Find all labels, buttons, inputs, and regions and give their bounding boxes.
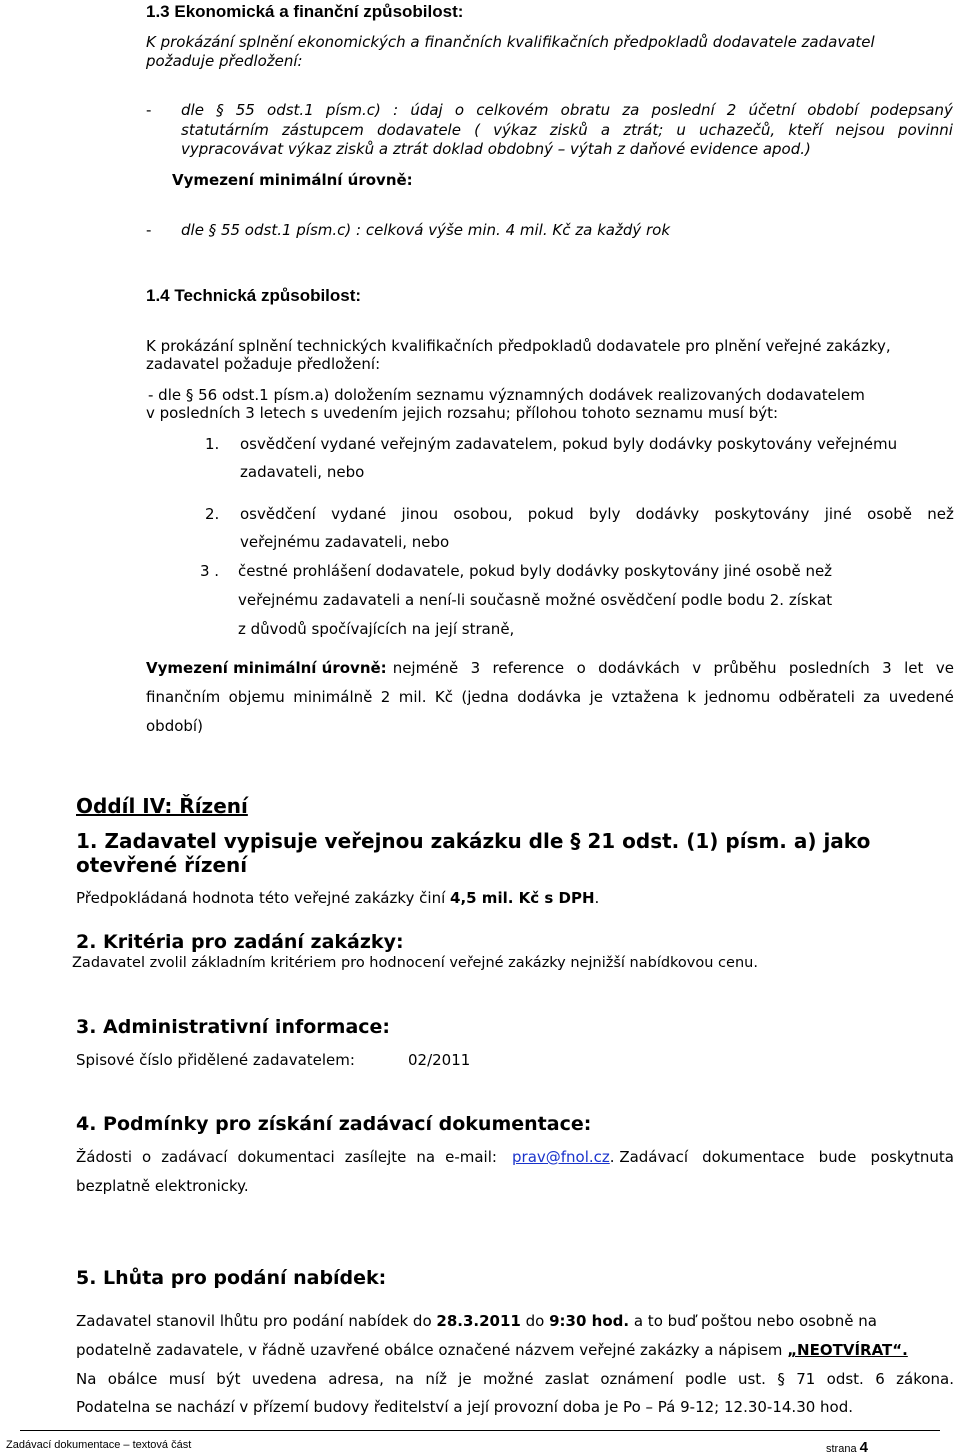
word: účetní [748,101,796,119]
word: celkovém [476,101,549,119]
word: vydané [331,505,387,523]
word: adresa, [328,1370,384,1388]
word: jiné [824,505,852,523]
word: ( [474,121,480,139]
word: 71 [796,1370,816,1388]
word: poskytnuta [870,1148,954,1166]
list-item-text: vypracovávat výkaz zisků a ztrát doklad obdobný – výtah z daňové evidence apod.) [181,140,811,158]
justified-line [181,101,953,119]
word: bude [818,1148,857,1166]
estimated-value [76,889,599,907]
footer-divider [20,1430,940,1431]
part-title: Oddíl IV: Řízení [76,794,248,818]
heading-4: 4. Podmínky pro získání zadávací dokumentace: [76,1113,592,1135]
word: jinou [401,505,439,523]
list-item-text: v posledních 3 letech s uvedením jejich rozsahu; přílohou tohoto seznamu musí být: [146,404,779,422]
word: osvědčení [240,505,316,523]
word: povinni [898,121,953,139]
word: odběrateli [778,688,855,706]
intro-line: zadavatel požaduje předložení: [146,355,381,373]
deadline-text: do [520,1312,550,1330]
heading-2: 2. Kritéria pro zadání zakázky: [76,931,404,953]
heading-5: 5. Lhůta pro podání nabídek: [76,1267,387,1289]
footer-left: Zadávací dokumentace – textová část [6,1439,192,1451]
minimum-text: dle § 55 odst.1 písm.c) : celková výše min. 4 mil. Kč za každý rok [181,221,671,239]
word: být [216,1370,241,1388]
word: vztažena [611,688,679,706]
word: o [142,1148,152,1166]
word: období [807,101,859,119]
email-link[interactable]: prav@fnol.cz [512,1148,610,1166]
word: minimálně [293,688,373,706]
word: jednomu [704,688,771,706]
word: poskytovány [714,505,810,523]
word: Kč [434,688,453,706]
word: odst.1 [267,101,314,119]
word: odst. [826,1370,864,1388]
page-label: strana [826,1443,857,1455]
deadline-text: podatelně zadavatele, v řádně uzavřené obálce označené názvem veřejné zakázky a nápisem [76,1341,788,1359]
sublist-number: 2. [205,505,220,523]
word: uvedené [888,688,954,706]
justified-line [76,1370,954,1388]
word: na [395,1370,414,1388]
word: a [600,121,611,139]
word: ust. [737,1370,766,1388]
word: posledních [788,659,870,677]
word: než [927,505,954,523]
word: zasílejte [344,1148,407,1166]
word: reference [492,659,565,677]
word: nejméně [392,659,459,677]
word: § [777,1370,785,1388]
minimum-text: období) [146,717,203,735]
deadline-time: 9:30 hod. [549,1312,630,1330]
heading-1: otevřené řízení [76,853,248,877]
deadline-line [76,1312,877,1330]
word: podepsaný [870,101,953,119]
word: u [676,121,686,139]
word: o [454,101,465,119]
word: za [863,688,881,706]
word: oznámení [600,1370,674,1388]
word: dodávkách [598,659,680,677]
word: Na [76,1370,97,1388]
word: níž [425,1370,447,1388]
word: § [216,101,224,119]
word: ztrát; [623,121,664,139]
minimum-label: Vymezení minimální úrovně: [146,659,387,677]
word: dodavatele [376,121,461,139]
page-number: 4 [859,1439,868,1456]
word: dokumentace [702,1148,805,1166]
word: je [458,1370,472,1388]
word: údaj [410,101,443,119]
file-number-label: Spisové číslo přidělené zadavatelem: [76,1051,355,1069]
sublist-text: veřejnému zadavateli a není-li současně možné osvědčení podle bodu 2. získat [238,591,833,609]
word: osobou, [453,505,513,523]
word: 2 [726,101,737,119]
list-dash: - [146,221,152,239]
word: finančním [146,688,221,706]
heading-1: 1. Zadavatel vypisuje veřejnou zakázku dle § 21 odst. (1) písm. a) jako [76,829,871,853]
word: dokumentaci [237,1148,335,1166]
word: na [416,1148,436,1166]
criteria-text: Zadavatel zvolil základním kritériem pro hodnocení veřejné zakázky nejnižší nabídkovou cenu. [72,955,758,971]
word: nejsou [835,121,885,139]
word: k [687,688,697,706]
sublist-number: 3 . [200,562,220,580]
section-title: 1.3 Ekonomická a finanční způsobilost: [146,2,464,21]
intro-line: požaduje předložení: [146,52,303,70]
word: zisků [549,121,588,139]
intro-line: K prokázání splnění technických kvalifikačních předpokladů dodavatele pro plnění veřejné zakázky, [146,337,891,355]
sublist-text: zadavateli, nebo [240,463,365,481]
word: zadávací [161,1148,228,1166]
list-item-text: - dle § 56 odst.1 písm.a) doložením seznamu významných dodávek realizovaných dodavatelem [148,386,865,404]
word: dodávky [635,505,700,523]
word: 3 [470,659,481,677]
word: dodávka [517,688,582,706]
sublist-text: osvědčení vydané veřejným zadavatelem, pokud byly dodávky poskytovány veřejnému [240,435,898,453]
section-title: 1.4 Technická způsobilost: [146,286,362,305]
word: podle [684,1370,727,1388]
word: možné [483,1370,534,1388]
word: v [692,659,702,677]
word: obálce [107,1370,158,1388]
value-suffix: . [594,889,600,907]
word: mil. [398,688,427,706]
sublist-number: 1. [205,435,220,453]
minimum-line [146,659,954,677]
word: 2 [380,688,391,706]
word: (jedna [461,688,509,706]
justified-line [181,121,953,139]
word: osobě [867,505,912,523]
justified-line [146,688,954,706]
word: zákona. [896,1370,954,1388]
word: poslední [651,101,715,119]
value-amount: 4,5 mil. Kč s DPH [450,889,595,907]
list-dash: - [146,101,152,119]
word: zástupcem [281,121,364,139]
value-prefix: Předpokládaná hodnota této veřejné zakázky činí [76,889,451,907]
intro-line: K prokázání splnění ekonomických a finančních kvalifikačních předpokladů dodavatele zadavatel [146,33,875,51]
justified-line [240,505,954,523]
deadline-text: Zadavatel stanovil lhůtu pro podání nabídek do [76,1312,437,1330]
word: objemu [228,688,285,706]
word: e-mail: [445,1148,497,1166]
word: pokud [527,505,574,523]
do-not-open-label: „NEOTVÍRAT“. [787,1341,908,1359]
word: uvedena [251,1370,317,1388]
deadline-text: Podatelna se nachází v přízemí budovy ředitelství a její provozní doba je Po – Pá 9-12; 12.30-14.30 hod. [76,1398,854,1416]
word: zaslat [544,1370,589,1388]
word: průběhu [713,659,777,677]
word: let [904,659,924,677]
word: : [393,101,399,119]
documentation-line [76,1148,954,1166]
word: 6 [875,1370,885,1388]
word: byly [589,505,621,523]
justified-line [76,1148,497,1166]
word: 55 [235,101,255,119]
word: dle [181,101,204,119]
sublist-text: čestné prohlášení dodavatele, pokud byly dodávky poskytovány jiné osobě než [238,562,833,580]
deadline-date: 28.3.2011 [436,1312,521,1330]
word: výkaz [493,121,537,139]
word: Žádosti [76,1148,133,1166]
word: za [622,101,640,119]
word: kteří [788,121,823,139]
word: . Zadávací [609,1148,688,1166]
deadline-line [76,1341,908,1359]
deadline-text: a to buď poštou nebo osobně na [629,1312,877,1330]
documentation-text: bezplatně elektronicky. [76,1177,249,1195]
sublist-text: z důvodů spočívajících na její straně, [238,620,515,638]
file-number-value: 02/2011 [408,1051,471,1069]
heading-3: 3. Administrativní informace: [76,1016,391,1038]
word: uchazečů, [699,121,776,139]
minimum-label: Vymezení minimální úrovně: [172,171,413,189]
footer-page [826,1439,868,1456]
word: statutárním [181,121,269,139]
word: písm.c) [325,101,381,119]
word: je [589,688,603,706]
word: musí [168,1370,205,1388]
word: ve [935,659,954,677]
justified-line [610,1148,954,1166]
word: 3 [882,659,892,677]
word: o [576,659,586,677]
sublist-text: veřejnému zadavateli, nebo [240,533,450,551]
justified-line [393,659,954,677]
word: obratu [560,101,611,119]
